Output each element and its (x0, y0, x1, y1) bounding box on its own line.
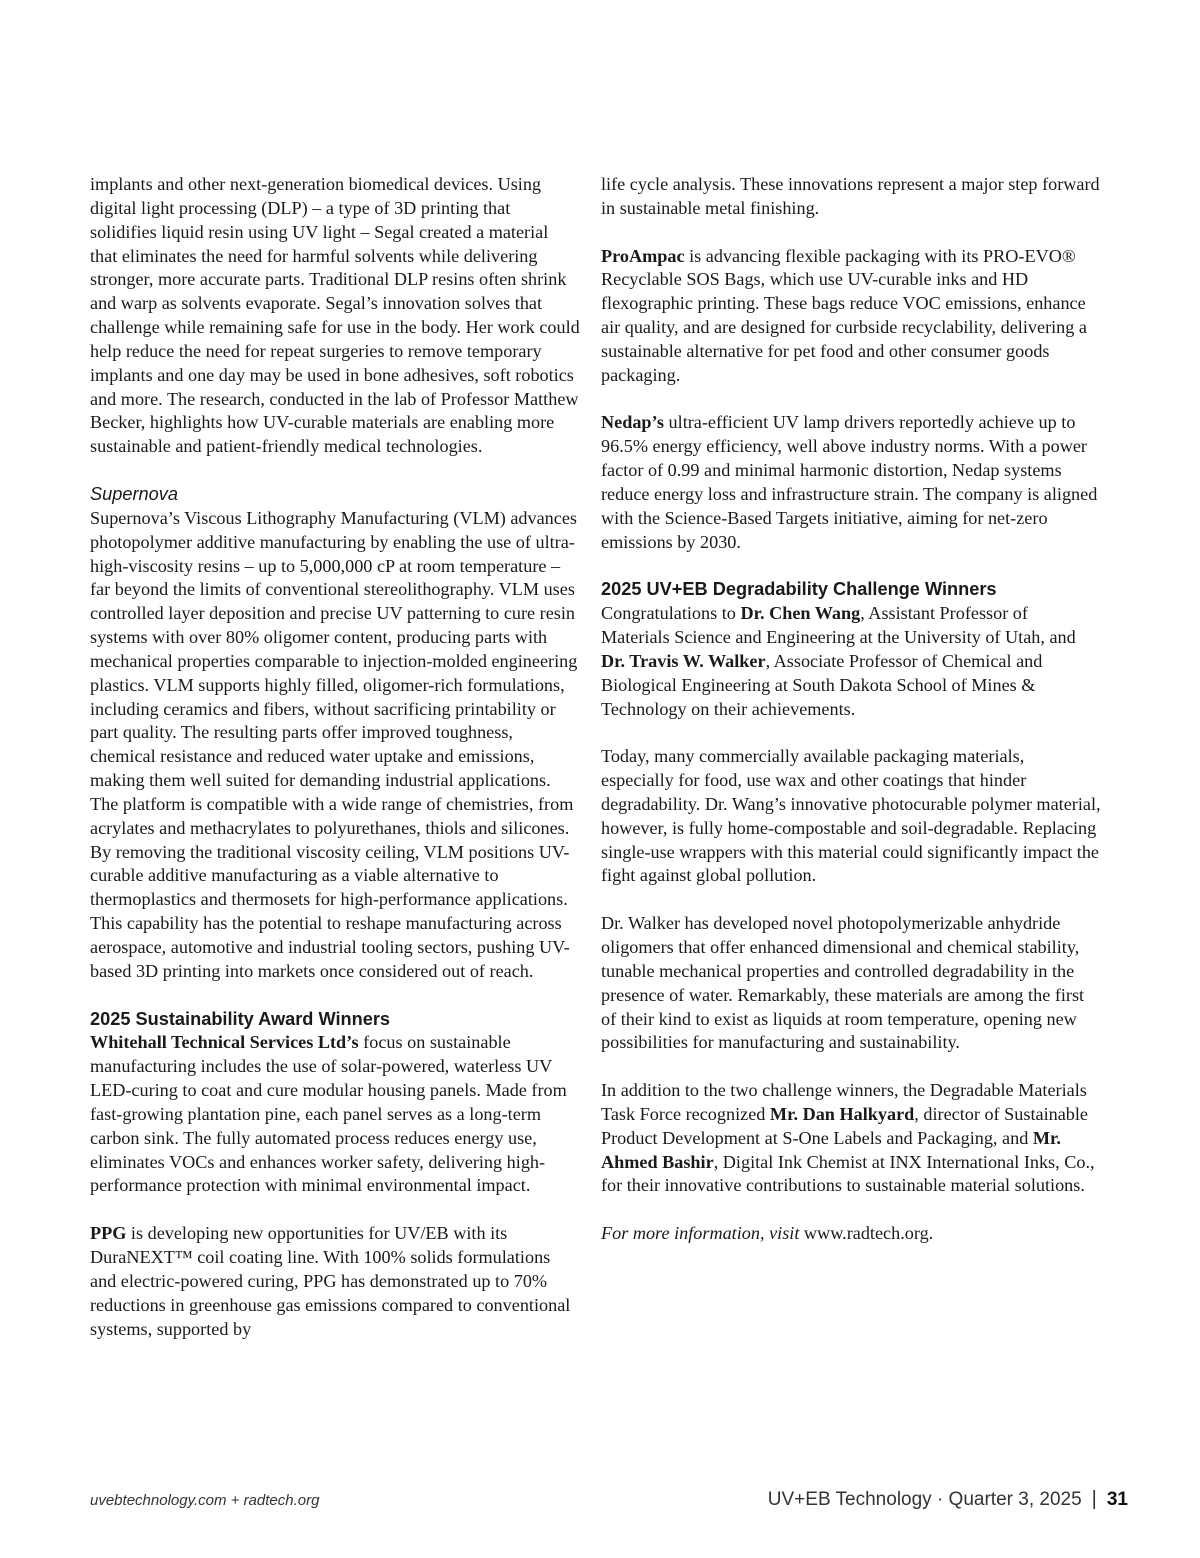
walker-paragraph: Dr. Walker has developed novel photopolymerizable anhydride oligomers that offer enhanced dimensional and chemical stability, tunable mechanical properties and controlled degradability in the presence of water. Remarkably, these materials are among the first of their kind to exist as liquids at room temperature, opening new possibilities for manufacturing and sustainability. (601, 913, 1085, 1053)
radtech-link[interactable]: www.radtech.org. (799, 1223, 934, 1244)
nedap-name: Nedap’s (601, 412, 664, 433)
travis-walker-name: Dr. Travis W. Walker (601, 650, 766, 671)
ahmed-bashir-name: Mr. Ahmed Bashir (601, 1127, 1061, 1172)
whitehall-paragraph (90, 1031, 580, 1198)
ppg-paragraph (90, 1222, 580, 1341)
whitehall-name: Whitehall Technical Services Ltd’s (90, 1032, 359, 1053)
supernova-paragraph: Supernova’s Viscous Lithography Manufacturing (VLM) advances photopolymer additive manufacturing by enabling the use of ultra-high-viscosity resins – up to 5,000,000 cP at room temperature – far beyond the limits of conventional stereolithography. VLM uses controlled layer deposition and precise UV patterning to cure resin systems with over 80% oligomer content, producing parts with mechanical properties comparable to injection-molded engineering plastics. VLM supports highly filled, oligomer-rich formulations, including ceramics and fibers, without sacrificing printability or part quality. The resulting parts offer improved toughness, chemical resistance and reduced water uptake and emissions, making them well suited for demanding industrial applications. The platform is compatible with a wide range of chemistries, from acrylates and methacrylates to polyurethanes, thiols and silicones. By removing the traditional viscosity ceiling, VLM positions UV-curable additive manufacturing as a viable alternative to thermoplastics and thermosets for high-performance applications. This capability has the potential to reshape manufacturing across aerospace, automotive and industrial tooling sectors, pushing UV-based 3D printing into markets once considered out of reach. (90, 507, 578, 981)
biomedical-paragraph: implants and other next-generation biomedical devices. Using digital light processing (DLP) – a type of 3D printing that solidifies liquid resin using UV light – Segal created a material that eliminates the need for harmful solvents while delivering stronger, more accurate parts. Traditional DLP resins often shrink and warp as solvents evaporate. Segal’s innovation solves that challenge while remaining safe for use in the body. Her work could help reduce the need for repeat surgeries to remove temporary implants and one day may be used in bone adhesives, soft robotics and more. The research, conducted in the lab of Professor Matthew Becker, highlights how UV-curable materials are enabling more sustainable and patient-friendly medical technologies. (90, 174, 580, 457)
congrats-text-1: Congratulations to (601, 603, 741, 624)
page-number: 31 (1106, 1488, 1128, 1510)
degradability-heading: 2025 UV+EB Degradability Challenge Winners (601, 579, 997, 600)
proampac-name: ProAmpac (601, 245, 685, 266)
whitehall-body: focus on sustainable manufacturing includes the use of solar-powered, waterless UV LED-curing to coat and cure modular housing panels. Made from fast-growing plantation pine, each panel serves as a long-term carbon sink. The fully automated process reduces energy use, eliminates VOCs and enhances worker safety, delivering high-performance protection with minimal environmental impact. (90, 1032, 567, 1196)
addition-text-2: , director of Sustainable Product Development at S-One Labels and Packaging, and (601, 1103, 1089, 1148)
left-column (90, 173, 580, 1341)
more-info-italic: For more information, visit (601, 1223, 800, 1244)
proampac-body: is advancing flexible packaging with its PRO-EVO® Recyclable SOS Bags, which use UV-curable inks and HD flexographic printing. These bags reduce VOC emissions, enhance air quality, and are designed for curbside recyclability, delivering a sustainable alternative for pet food and other consumer goods packaging. (601, 245, 1087, 385)
proampac-paragraph (601, 245, 1101, 388)
today-paragraph: Today, many commercially available packaging materials, especially for food, use wax and other coatings that hinder degradability. Dr. Wang’s innovative photocurable polymer material, however, is fully home-compostable and soil-degradable. Replacing single-use wrappers with this material could significantly impact the fight against global pollution. (601, 746, 1101, 886)
lifecycle-paragraph: life cycle analysis. These innovations represent a major step forward in sustainable metal finishing. (601, 174, 1100, 218)
addition-paragraph (601, 1079, 1101, 1198)
congratulations-paragraph (601, 602, 1101, 721)
addition-text-3: , Digital Ink Chemist at INX International Inks, Co., for their innovative contributions to sustainable material solutions. (601, 1151, 1095, 1196)
footer-publication (768, 1488, 1128, 1511)
supernova-heading: Supernova (90, 483, 178, 504)
addition-text-1: In addition to the two challenge winners, the Degradable Materials Task Force recognized (601, 1080, 1087, 1124)
nedap-paragraph (601, 411, 1101, 554)
right-column (601, 173, 1101, 1246)
publication-name: UV+EB Technology · Quarter 3, 2025 (767, 1488, 1082, 1510)
congrats-text-3: , Associate Professor of Chemical and Biological Engineering at South Dakota School of Mines & Technology on their achievements. (601, 650, 1043, 719)
ppg-body: is developing new opportunities for UV/EB with its DuraNEXT™ coil coating line. With 100% solids formulations and electric-powered curing, PPG has demonstrated up to 70% reductions in greenhouse gas emissions compared to conventional systems, supported by (90, 1223, 571, 1339)
sustainability-heading: 2025 Sustainability Award Winners (90, 1008, 391, 1029)
ppg-name: PPG (90, 1223, 127, 1244)
chen-wang-name: Dr. Chen Wang (740, 603, 861, 624)
footer-websites: uvebtechnology.com + radtech.org (90, 1492, 320, 1509)
more-info-paragraph (601, 1222, 1101, 1246)
congrats-text-2: , Assistant Professor of Materials Science and Engineering at the University of Utah, and (601, 603, 1076, 648)
dan-halkyard-name: Mr. Dan Halkyard (769, 1103, 915, 1124)
nedap-body: ultra-efficient UV lamp drivers reportedly achieve up to 96.5% energy efficiency, well above industry norms. With a power factor of 0.99 and minimal harmonic distortion, Nedap systems reduce energy loss and infrastructure strain. The company is aligned with the Science-Based Targets initiative, aiming for net-zero emissions by 2030. (601, 412, 1098, 552)
footer-separator: | (1091, 1488, 1097, 1510)
